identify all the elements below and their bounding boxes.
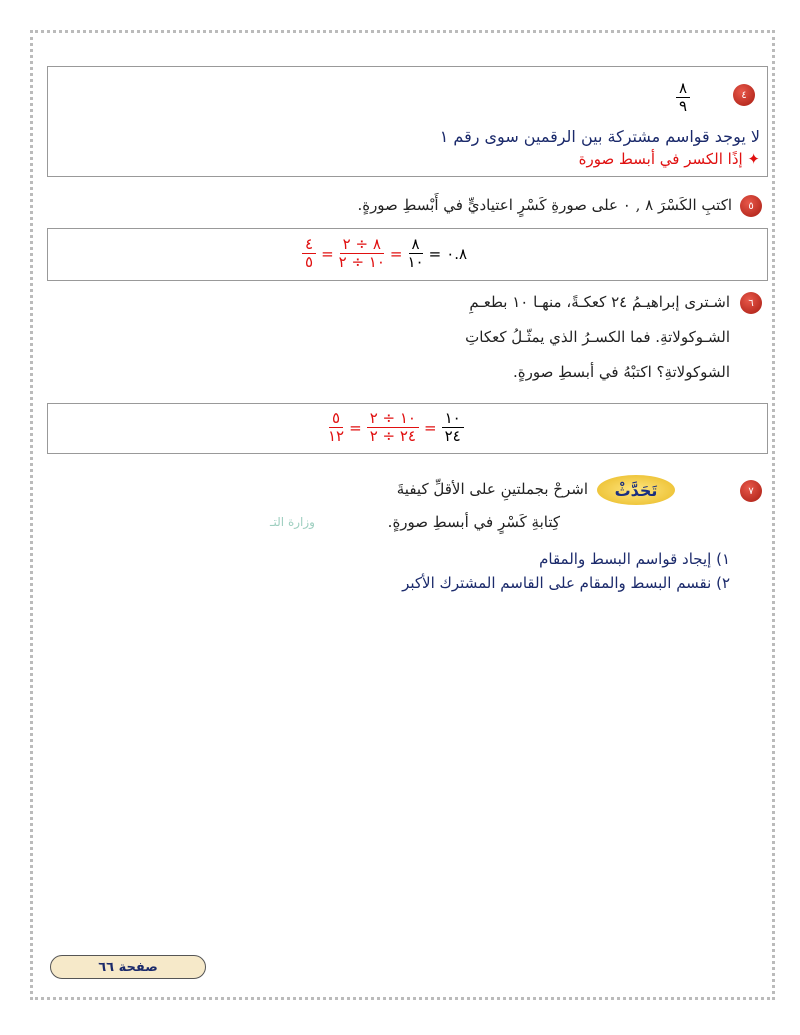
numerator: ٢ ÷ ٨ xyxy=(340,236,384,254)
fraction xyxy=(442,410,464,445)
equals: = xyxy=(321,244,334,263)
talk-badge: تَحَدَّثْ xyxy=(597,475,675,505)
q7-line-1: اشرحْ بجملتينِ على الأقلِّ كيفيةَ xyxy=(396,480,588,498)
question-number-7: ٧ xyxy=(740,480,762,502)
denominator: ٢ ÷ ١٠ xyxy=(338,253,385,271)
equals: = xyxy=(428,244,442,263)
q6-line-3: الشوكولاتةِ؟ اكتبْهُ في أبسطِ صورةٍ. xyxy=(513,363,730,381)
equals: = xyxy=(389,244,403,263)
fraction xyxy=(408,236,424,271)
fraction xyxy=(367,410,419,445)
q5-equation xyxy=(302,236,467,271)
watermark: وزارة التـ xyxy=(270,515,315,529)
numerator: ٨ xyxy=(409,236,423,254)
equals: = xyxy=(349,418,362,437)
page-number-label: صفحة ٦٦ xyxy=(50,955,206,979)
q4-answer-line: لا يوجد قواسم مشتركة بين الرقمين سوى رقم ١ xyxy=(439,127,760,146)
numerator: ٢ ÷ ١٠ xyxy=(367,410,419,428)
question-number-5: ٥ xyxy=(740,195,762,217)
denominator: ٢٤ xyxy=(444,427,461,445)
denominator: ١٢ xyxy=(328,427,345,445)
denominator: ٥ xyxy=(305,253,314,271)
q7-answer-2: ٢) نقسم البسط والمقام على القاسم المشترك الأكبر xyxy=(402,574,730,592)
q5-text: اكتبِ الكَسْرَ ٨ , ٠ على صورةِ كَسْرٍ اعتياديٍّ في أَبْسطِ صورةٍ. xyxy=(357,196,732,214)
decimal: ٠.٨ xyxy=(446,244,468,263)
q6-line-1: اشـترى إبراهيـمُ ٢٤ كعكـةً، منهـا ١٠ بطعـمِ xyxy=(469,293,730,311)
q4-conclusion: ✦ إذًا الكسر في أبسط صورة xyxy=(578,150,760,168)
fraction-8-9 xyxy=(676,80,690,115)
denominator: ٢ ÷ ٢٤ xyxy=(369,427,416,445)
numerator: ٥ xyxy=(329,410,343,428)
q6-line-2: الشـوكولاتةِ. فما الكسـرُ الذي يمثّـلُ كعكاتِ xyxy=(465,328,730,346)
question-number-6: ٦ xyxy=(740,292,762,314)
numerator: ١٠ xyxy=(442,410,464,428)
equals: = xyxy=(423,418,437,437)
fraction xyxy=(339,236,385,271)
denominator: ١٠ xyxy=(407,253,424,271)
question-number-4: ٤ xyxy=(733,84,755,106)
q6-equation xyxy=(328,410,464,445)
denominator: ٩ xyxy=(679,97,688,115)
fraction xyxy=(302,236,316,271)
numerator: ٤ xyxy=(302,236,316,254)
numerator: ٨ xyxy=(676,80,690,98)
q7-answer-1: ١) إيجاد قواسم البسط والمقام xyxy=(539,550,730,568)
fraction xyxy=(328,410,344,445)
q7-line-2: كِتابةِ كَسْرٍ في أبسطِ صورةٍ. xyxy=(387,513,560,531)
